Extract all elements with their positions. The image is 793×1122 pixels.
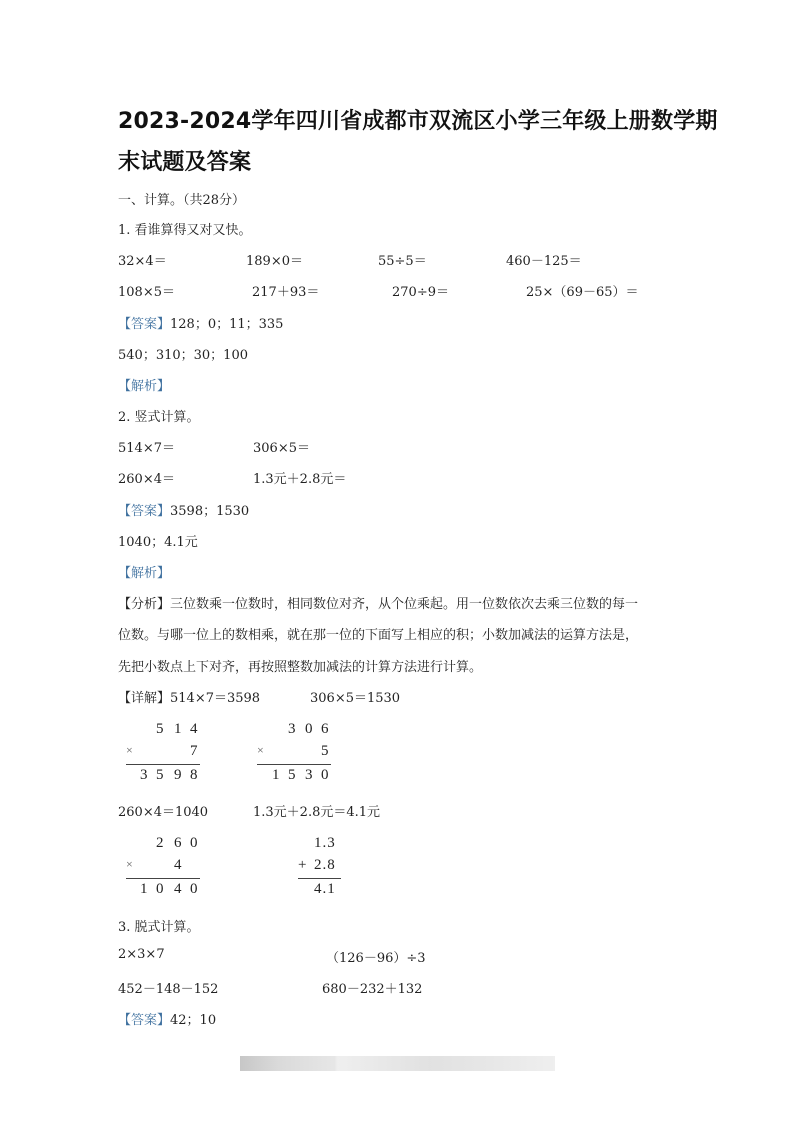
digit: 8: [190, 767, 198, 783]
plus-sign: +: [298, 857, 307, 873]
q2-answer: [118, 500, 249, 519]
q2-expr: 1.3元＋2.8元＝: [253, 472, 347, 487]
digit: 0: [190, 835, 198, 851]
digit: 1: [272, 767, 280, 783]
q2-expr: 514×7＝: [118, 441, 175, 456]
q2-expr: 260×4＝: [118, 472, 175, 487]
digit: 5: [156, 721, 164, 737]
question-1-heading: 1. 看谁算得又对又快。: [118, 223, 252, 238]
fenxi-line3: 先把小数点上下对齐，再按照整数加减法的计算方法进行计算。: [118, 660, 483, 675]
digit: 4: [174, 857, 182, 873]
digit: 5: [321, 743, 329, 759]
xiangjie-eq: 306×5＝1530: [310, 691, 401, 706]
digit: 3: [140, 767, 148, 783]
digit: 3: [288, 721, 296, 737]
digit: 1: [140, 881, 148, 897]
divider-line: [298, 878, 341, 879]
digit: 6: [174, 835, 182, 851]
fenxi-text: 三位数乘一位数时，相同数位对齐，从个位乘起。用一位数依次去乘三位数的每一: [170, 597, 639, 612]
number: 2.8: [314, 857, 336, 873]
q1-expr: 189×0＝: [246, 254, 303, 269]
divider-line: [257, 764, 331, 765]
digit: 7: [190, 743, 198, 759]
answer-text: 128；0；11；335: [170, 317, 284, 332]
xiangjie-eq: 514×7＝3598: [170, 691, 261, 706]
number: 1.3: [314, 835, 336, 851]
times-sign: ×: [126, 857, 133, 871]
digit: 4: [174, 881, 182, 897]
digit: 5: [288, 767, 296, 783]
q2-expr: 306×5＝: [253, 441, 310, 456]
answer-text: 42；10: [170, 1013, 217, 1028]
divider-line: [126, 878, 200, 879]
question-3-heading: 3. 脱式计算。: [118, 920, 200, 935]
q3-answer: [118, 1009, 216, 1028]
q1-expr: 270÷9＝: [392, 285, 449, 300]
q3-expr: （126－96）÷3: [326, 951, 426, 966]
answer-label: 【答案】: [118, 317, 171, 332]
document-title-line2: 末试题及答案: [118, 150, 252, 175]
q1-expr: 460－125＝: [506, 254, 582, 269]
digit: 4: [190, 721, 198, 737]
q1-expr: 108×5＝: [118, 285, 175, 300]
digit: 0: [305, 721, 313, 737]
q1-expr: 25×（69－65）＝: [526, 285, 639, 300]
document-title-line1: 2023-2024学年四川省成都市双流区小学三年级上册数学期: [118, 109, 718, 134]
digit: 0: [156, 881, 164, 897]
fenxi-line2: 位数。与哪一位上的数相乘，就在那一位的下面写上相应的积；小数加减法的运算方法是，: [118, 628, 639, 643]
times-sign: ×: [257, 743, 264, 757]
digit: 5: [156, 767, 164, 783]
digit: 0: [321, 767, 329, 783]
answer-text: 3598；1530: [170, 504, 250, 519]
digit: 1: [174, 721, 182, 737]
q3-expr: 452－148－152: [118, 982, 219, 997]
answer-label: 【答案】: [118, 504, 171, 519]
number: 4.1: [314, 881, 336, 897]
q3-expr: 680－232＋132: [322, 982, 423, 997]
fenxi-label: 【分析】: [118, 597, 171, 612]
question-2-heading: 2. 竖式计算。: [118, 410, 200, 425]
q1-expr: 55÷5＝: [378, 254, 427, 269]
q1-answer-line2: 540；310；30；100: [118, 348, 248, 363]
q3-expr: 2×3×7: [118, 947, 165, 962]
q1-expr: 32×4＝: [118, 254, 167, 269]
fenxi-line1: [118, 593, 638, 612]
xiangjie-label: 【详解】: [118, 691, 171, 706]
analysis-label: 【解析】: [118, 566, 171, 581]
digit: 9: [174, 767, 182, 783]
analysis-label: 【解析】: [118, 379, 171, 394]
digit: 2: [156, 835, 164, 851]
q2-answer-line2: 1040；4.1元: [118, 535, 198, 550]
section-heading: 一、计算。（共28分）: [118, 193, 246, 208]
answer-label: 【答案】: [118, 1013, 171, 1028]
divider-line: [126, 764, 200, 765]
xiangjie-eq: 260×4＝1040: [118, 805, 209, 820]
xiangjie-eq: 1.3元＋2.8元＝4.1元: [253, 805, 381, 820]
digit: 0: [190, 881, 198, 897]
q1-expr: 217＋93＝: [252, 285, 320, 300]
digit: 3: [305, 767, 313, 783]
times-sign: ×: [126, 743, 133, 757]
q1-answer: [118, 313, 283, 332]
blurred-footer-watermark: [240, 1056, 555, 1071]
xiangjie-line: [118, 687, 260, 706]
digit: 6: [321, 721, 329, 737]
